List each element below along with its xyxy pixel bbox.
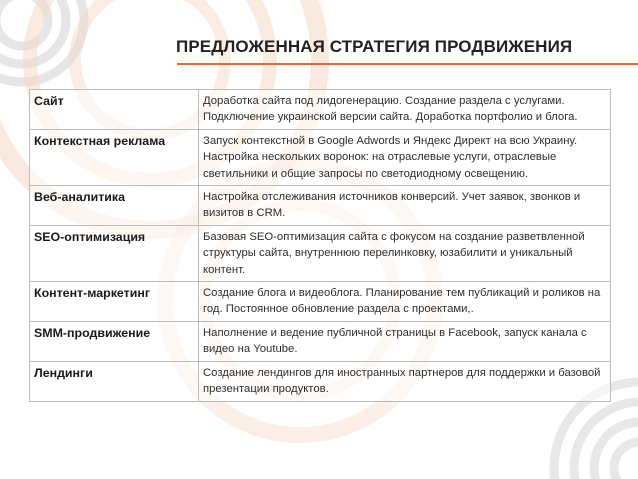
strategy-table-container	[29, 89, 611, 402]
row-description: Наполнение и ведение публичной страницы в Facebook, запуск канала с видео на Youtube.	[199, 321, 611, 361]
row-label: Контекстная реклама	[30, 129, 199, 185]
row-description: Настройка отслеживания источников конверсий. Учет заявок, звонков и визитов в CRM.	[199, 186, 611, 226]
row-label: SEO-оптимизация	[30, 225, 199, 281]
row-description: Запуск контекстной в Google Adwords и Яндекс Директ на всю Украину. Настройка нескольких воронок: на отраслевые услуги, отраслевые светильники и общие запросы по светодиодному освещению.	[199, 129, 611, 185]
table-row	[30, 361, 611, 401]
strategy-table	[29, 89, 611, 402]
row-label: Сайт	[30, 90, 199, 130]
row-description: Базовая SEO-оптимизация сайта с фокусом на создание разветвленной структуры сайта, внутреннюю перелинковку, юзабилити и уникальный контент.	[199, 225, 611, 281]
table-row	[30, 129, 611, 185]
table-row	[30, 282, 611, 322]
row-description: Создание лендингов для иностранных партнеров для поддержки и базовой презентации продуктов.	[199, 361, 611, 401]
row-label: SMM-продвижение	[30, 321, 199, 361]
row-label: Лендинги	[30, 361, 199, 401]
row-description: Создание блога и видеоблога. Планирование тем публикаций и роликов на год. Постоянное обновление раздела с проектами,.	[199, 282, 611, 322]
table-row	[30, 321, 611, 361]
row-label: Контент-маркетинг	[30, 282, 199, 322]
top-left-rings	[0, 0, 84, 82]
table-row	[30, 90, 611, 130]
title-underline	[177, 63, 638, 65]
table-row	[30, 186, 611, 226]
row-description: Доработка сайта под лидогенерацию. Создание раздела с услугами. Подключение украинской версии сайта. Доработка портфолио и блога.	[199, 90, 611, 130]
table-row	[30, 225, 611, 281]
slide-title: ПРЕДЛОЖЕННАЯ СТРАТЕГИЯ ПРОДВИЖЕНИЯ	[176, 37, 573, 56]
row-label: Веб-аналитика	[30, 186, 199, 226]
